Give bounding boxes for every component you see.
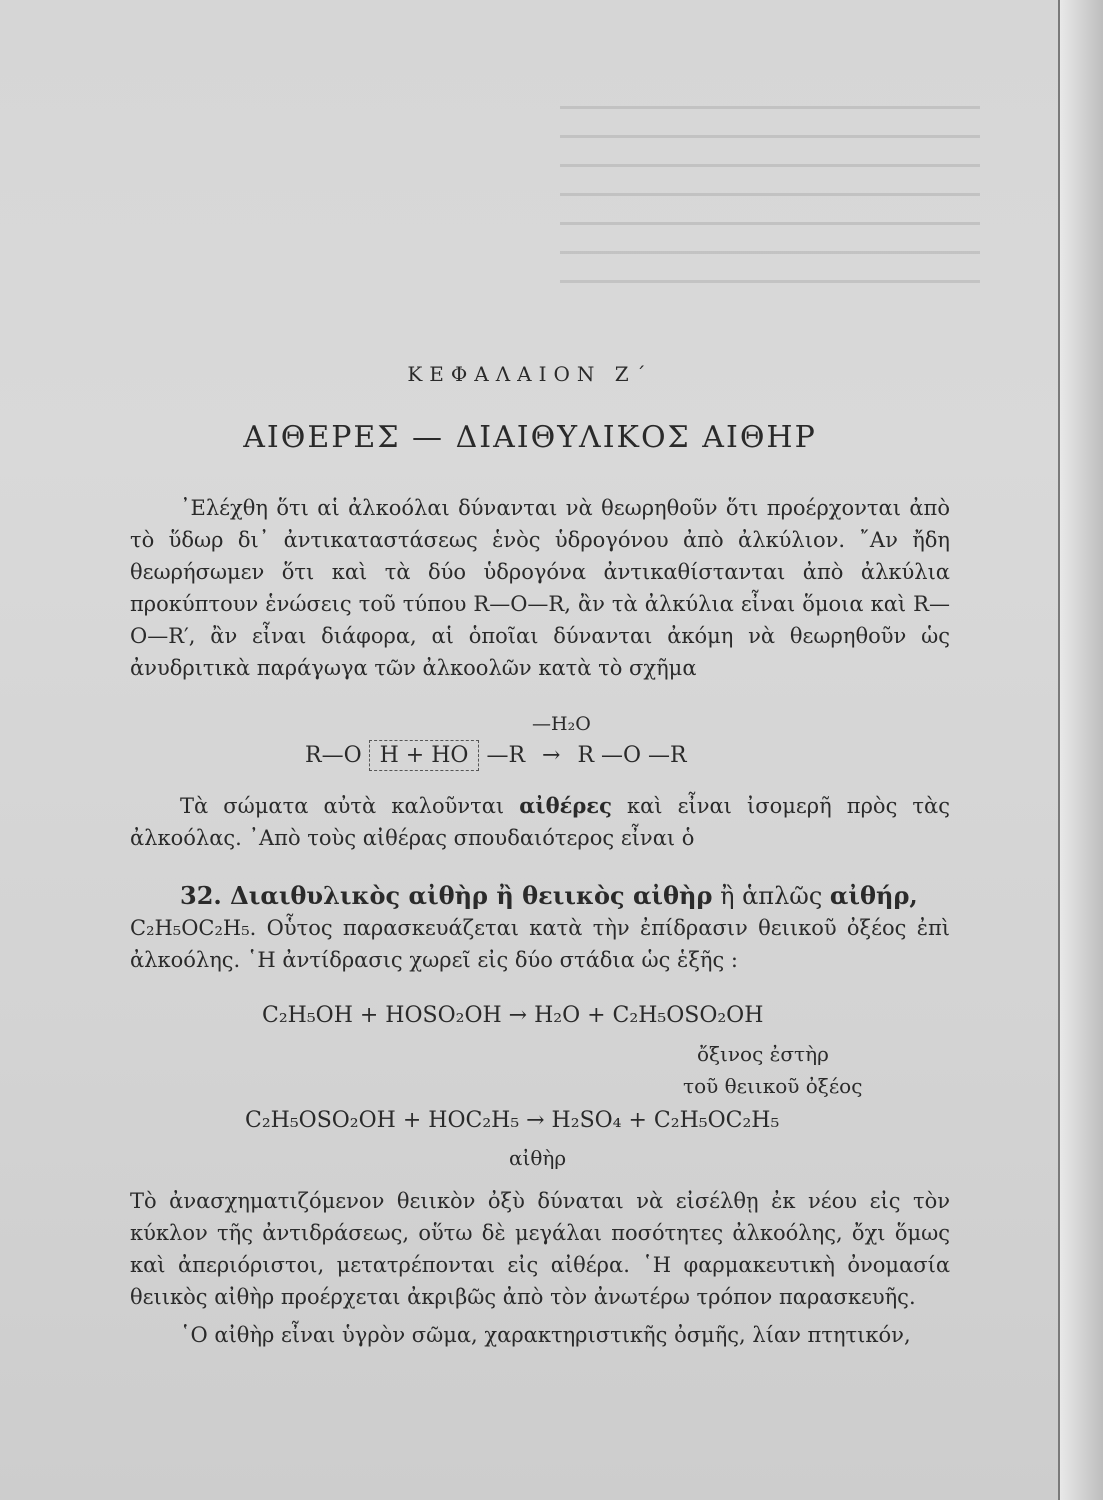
scheme-arrow-group xyxy=(532,713,591,768)
ether-formation-scheme xyxy=(305,713,687,771)
scheme-product: R —O —R xyxy=(577,743,687,768)
intro-text: ᾿Ελέχθη ὅτι αἱ ἀλκοόλαι δύνανται νὰ θεωρηθοῦν ὅτι προέρχονται ἀπὸ τὸ ὕδωρ δι᾿ ἀντικαταστάσεως ἑνὸς ὑδρογόνου ἀπὸ ἀλκύλιον. ῎Αν ἤδη θεωρήσωμεν ὅτι καὶ τὰ δύο ὑδρογόνα ἀντικαθίστανται ἀπὸ ἀλκύλια προκύπτουν ἑνώσεις τοῦ τύπου R—O—R, ἂν τὰ ἀλκύλια εἶναι ὅμοια καὶ R—O—R′, ἂν εἶναι διάφορα, αἱ ὁποῖαι δύνανται ἀκόμη νὰ θεωρηθοῦν ὡς ἀνυδριτικὰ παράγωγα τῶν ἀλκοολῶν κατὰ τὸ σχῆμα xyxy=(130,496,950,680)
regeneration-paragraph xyxy=(130,1185,950,1351)
definition-text-start: Τὰ σώματα αὐτὰ καλοῦνται xyxy=(180,794,520,818)
bleed-through-text xyxy=(560,80,980,340)
scheme-arrow: → xyxy=(542,743,561,768)
page-edge xyxy=(1058,0,1103,1500)
chapter-label: ΚΕΦΑΛΑΙΟΝ Ζ΄ xyxy=(407,362,653,386)
reaction-1: C₂H₅OH + HOSO₂OH → H₂O + C₂H₅OSO₂OH xyxy=(262,1003,764,1028)
section-heading-mid: ἢ ἁπλῶς xyxy=(712,882,830,910)
regeneration-text: Τὸ ἀνασχηματιζόμενον θειικὸν ὀξὺ δύναται νὰ εἰσέλθῃ ἐκ νέου εἰς τὸν κύκλον τῆς ἀντιδράσεως, οὕτω δὲ μεγάλαι ποσότητες ἀλκοόλης, ὄχι ὅμως καὶ ἀπεριόριστοι, μετατρέπονται εἰς αἰθέρα. ῾Η φαρμακευτικὴ ὀνομασία θειικὸς αἰθὴρ προέρχεται ἀκριβῶς ἀπὸ τὸν ἀνωτέρω τρόπον παρασκευῆς. xyxy=(130,1189,950,1309)
term-ethers: αἰθέρες xyxy=(519,793,612,818)
scheme-boxed-water: H + HO xyxy=(369,740,480,771)
section-32 xyxy=(130,880,950,976)
section-text: C₂H₅OC₂H₅. Οὗτος παρασκευάζεται κατὰ τὴν ἐπίδρασιν θειικοῦ ὀξέος ἐπὶ ἀλκοόλης. ῾Η ἀντίδρασις χωρεῖ εἰς δύο στάδια ὡς ἑξῆς : xyxy=(130,916,950,972)
page-title: ΑΙΘΕΡΕΣ — ΔΙΑΙΘΥΛΙΚΟΣ ΑΙΘΗΡ xyxy=(243,420,817,455)
reaction-2: C₂H₅OSO₂OH + HOC₂H₅ → H₂SO₄ + C₂H₅OC₂H₅ xyxy=(245,1108,780,1133)
scheme-left: R—O xyxy=(305,743,362,768)
reaction-1-note-ester: ὄξινος ἐστὴρ xyxy=(697,1042,829,1066)
ethers-definition xyxy=(130,790,950,854)
section-heading-end: αἰθήρ, xyxy=(829,881,918,910)
section-heading: 32. Διαιθυλικὸς αἰθὴρ ἢ θειικὸς αἰθὴρ xyxy=(180,881,713,910)
scheme-arrow-label: —H₂O xyxy=(532,713,591,735)
properties-text: ῾Ο αἰθὴρ εἶναι ὑγρὸν σῶμα, χαρακτηριστικῆς ὀσμῆς, λίαν πτητικόν, xyxy=(180,1323,911,1347)
intro-paragraph xyxy=(130,492,950,684)
reaction-2-note-ether: αἰθὴρ xyxy=(509,1146,567,1170)
scheme-right: —R xyxy=(486,743,526,768)
reaction-1-note-acid: τοῦ θειικοῦ ὀξέος xyxy=(683,1074,863,1098)
definition-text-end: καὶ εἶναι ἰσομερῆ πρὸς τὰς ἀλκοόλας. ᾿Απὸ τοὺς αἰθέρας σπουδαιότερος εἶναι ὁ xyxy=(130,794,950,850)
